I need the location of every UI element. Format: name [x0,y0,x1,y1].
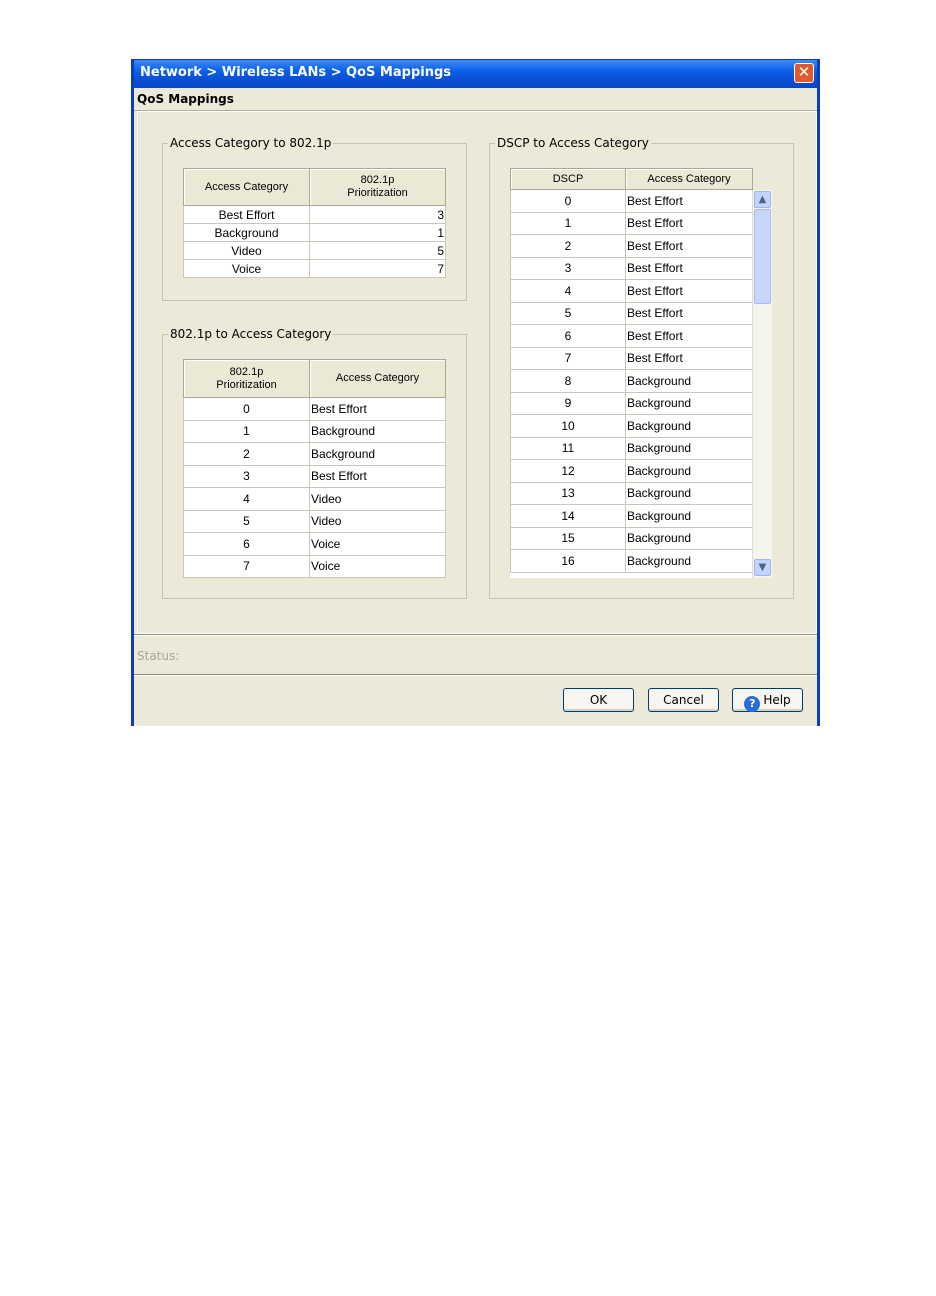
category-cell[interactable]: Best Effort [626,302,753,325]
dscp-cell: 10 [511,415,626,438]
8021p-to-ac-table [183,359,446,578]
dscp-cell: 6 [511,325,626,348]
prio-cell: 5 [184,510,310,533]
table-row[interactable] [511,347,753,370]
category-cell: Background [184,224,310,242]
dscp-cell: 1 [511,212,626,235]
close-icon[interactable]: ✕ [794,63,814,83]
dscp-cell: 3 [511,257,626,280]
table-row[interactable] [184,206,446,224]
dscp-cell: 4 [511,280,626,303]
table-row[interactable] [511,460,753,483]
help-button-label: Help [763,693,791,707]
page-title: QoS Mappings [137,92,234,106]
column-header-access-category[interactable]: Access Category [626,169,753,190]
dscp-to-ac-table [510,168,753,573]
category-cell[interactable]: Background [626,437,753,460]
category-cell[interactable]: Background [626,482,753,505]
prio-cell[interactable]: 5 [310,242,446,260]
table-row[interactable] [511,392,753,415]
category-cell[interactable]: Video [310,510,446,533]
dscp-cell: 11 [511,437,626,460]
category-cell[interactable]: Background [310,443,446,466]
dscp-cell: 0 [511,190,626,213]
help-icon: ? [744,696,760,712]
category-cell: Best Effort [184,206,310,224]
divider [134,634,817,636]
dscp-cell: 2 [511,235,626,258]
table-row[interactable] [511,437,753,460]
status-label: Status: [137,649,180,663]
category-cell[interactable]: Background [626,550,753,573]
dscp-table-viewport[interactable] [510,168,753,578]
table-row[interactable] [511,302,753,325]
8021p-to-ac-legend: 802.1p to Access Category [170,327,332,341]
table-row[interactable] [184,260,446,278]
category-cell[interactable]: Background [626,370,753,393]
category-cell[interactable]: Background [626,527,753,550]
category-cell[interactable]: Background [626,415,753,438]
title-bar[interactable] [134,60,817,88]
table-row[interactable] [511,325,753,348]
category-cell[interactable]: Best Effort [626,347,753,370]
dscp-cell: 16 [511,550,626,573]
help-button[interactable] [732,688,803,712]
prio-cell: 2 [184,443,310,466]
category-cell[interactable]: Best Effort [626,235,753,258]
column-header-access-category[interactable]: Access Category [184,169,310,206]
column-header-line: Prioritization [347,187,408,199]
prio-cell[interactable]: 3 [310,206,446,224]
category-cell[interactable]: Background [626,460,753,483]
scroll-up-icon[interactable]: ▲ [754,191,771,208]
column-header-line: 802.1p [360,174,395,186]
prio-cell: 0 [184,398,310,421]
table-row[interactable] [511,550,753,573]
window-title: Network > Wireless LANs > QoS Mappings [140,65,452,80]
ok-button[interactable]: OK [563,688,634,712]
category-cell[interactable]: Voice [310,555,446,578]
category-cell: Video [184,242,310,260]
prio-cell: 1 [184,420,310,443]
prio-cell[interactable]: 1 [310,224,446,242]
dscp-cell: 5 [511,302,626,325]
scroll-down-icon[interactable]: ▼ [754,559,771,576]
prio-cell: 4 [184,488,310,511]
table-row[interactable] [511,257,753,280]
dscp-cell: 7 [511,347,626,370]
dscp-to-ac-legend: DSCP to Access Category [497,136,649,150]
table-row[interactable] [184,488,446,511]
category-cell[interactable]: Best Effort [626,190,753,213]
category-cell[interactable]: Best Effort [310,465,446,488]
column-header-line: 802.1p [229,365,264,378]
dscp-scrollbar[interactable] [752,190,772,578]
table-row[interactable] [511,482,753,505]
table-row[interactable] [184,420,446,443]
category-cell[interactable]: Best Effort [310,398,446,421]
dscp-cell: 9 [511,392,626,415]
table-row[interactable] [184,465,446,488]
dscp-cell: 15 [511,527,626,550]
category-cell[interactable]: Background [626,392,753,415]
ac-to-8021p-legend: Access Category to 802.1p [170,136,332,150]
dscp-cell: 14 [511,505,626,528]
category-cell[interactable]: Voice [310,533,446,556]
divider [134,674,817,676]
category-cell[interactable]: Background [310,420,446,443]
dscp-cell: 8 [511,370,626,393]
panel-header [134,88,817,111]
prio-cell[interactable]: 7 [310,260,446,278]
table-row[interactable] [511,235,753,258]
category-cell[interactable]: Video [310,488,446,511]
table-row[interactable] [184,443,446,466]
table-row[interactable] [184,510,446,533]
column-header-access-category[interactable]: Access Category [310,360,446,398]
prio-cell: 6 [184,533,310,556]
column-header-line: Prioritization [216,378,277,391]
table-row[interactable] [184,555,446,578]
category-cell[interactable]: Best Effort [626,280,753,303]
category-cell[interactable]: Best Effort [626,257,753,280]
table-row[interactable] [511,190,753,213]
table-row[interactable] [511,505,753,528]
category-cell[interactable]: Best Effort [626,325,753,348]
table-row[interactable] [511,212,753,235]
column-header-8021p-prioritization[interactable] [310,169,446,206]
table-row[interactable] [184,398,446,421]
table-row[interactable] [184,242,446,260]
prio-cell: 7 [184,555,310,578]
category-cell: Voice [184,260,310,278]
scroll-thumb[interactable] [754,209,771,304]
cancel-button[interactable]: Cancel [648,688,719,712]
table-row[interactable] [184,224,446,242]
category-cell[interactable]: Background [626,505,753,528]
dscp-cell: 12 [511,460,626,483]
table-row[interactable] [511,280,753,303]
column-header-8021p-prioritization[interactable] [184,360,310,398]
table-row[interactable] [511,527,753,550]
prio-cell: 3 [184,465,310,488]
category-cell[interactable]: Best Effort [626,212,753,235]
table-row[interactable] [511,415,753,438]
ac-to-8021p-table [183,168,446,278]
table-row[interactable] [184,533,446,556]
table-row[interactable] [511,370,753,393]
column-header-dscp[interactable]: DSCP [511,169,626,190]
dscp-cell: 13 [511,482,626,505]
